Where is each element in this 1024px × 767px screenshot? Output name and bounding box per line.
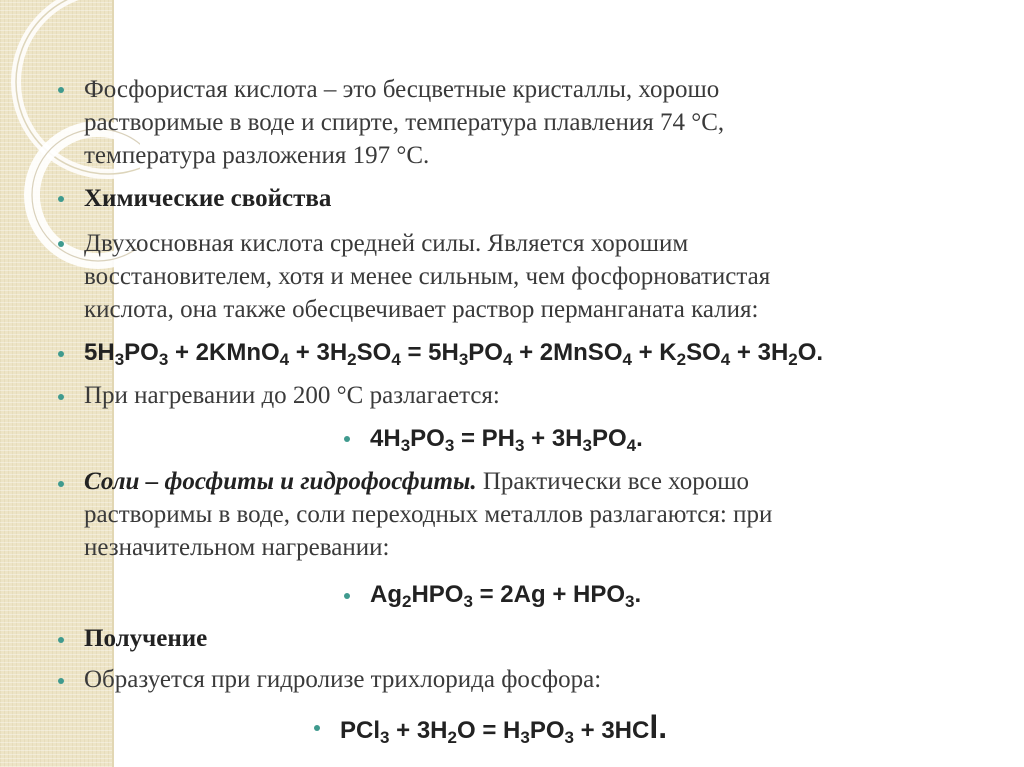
heating-text: При нагревании до 200 °С разлагается: [84,382,500,409]
bullet-icon [58,351,64,357]
bullet-icon [344,436,350,442]
salts-heading: Соли – фосфиты и гидрофосфиты. [84,468,477,495]
bullet-icon [344,593,350,599]
equation-decomposition: $4H_3PO_3 = PH_3 + 3H_3PO_4$. [370,425,643,455]
paragraph-2-line-2: восстановителем, хотя и менее сильным, чем фосфорноватистая [84,263,771,290]
paragraph-1-line-2: растворимые в воде и спирте, температура плавления 74 °С, [84,109,725,136]
bullet-icon [58,87,64,93]
paragraph-2-line-1: Двухосновная кислота средней силы. Является хорошим [84,230,689,257]
bullet-icon [58,196,64,202]
bullet-icon [58,678,64,684]
salts-line-1: Соли – фосфиты и гидрофосфиты. Практически все хорошо [84,468,749,495]
equation-silver-phosphite: $Ag_2HPO_3 = 2Ag + HPO_3$. [370,581,642,611]
heading-preparation: Получение [84,625,208,652]
equation-hydrolysis: $PCl_3 + 3H_2O = H_3PO_3 + 3HCl$. [340,709,668,747]
paragraph-1-line-1: Фосфористая кислота – это бесцветные кристаллы, хорошо [84,76,720,103]
paragraph-1-line-3: температура разложения 197 °С. [84,142,430,169]
preparation-text: Образуется при гидролизе трихлорида фосфора: [84,666,602,693]
bullet-icon [58,394,64,400]
bullet-icon [58,481,64,487]
salts-line-2: растворимы в воде, соли переходных металлов разлагаются: при [84,501,773,528]
paragraph-2-line-3: кислота, она также обесцвечивает раствор перманганата калия: [84,296,759,323]
bullet-icon [58,637,64,643]
equation-permanganate: $5H_3PO_3$ + 2KMnO$_4$ + $3H_2SO_4 = 5H_3PO_4$ + 2MnSO$_4$ + $K_2SO_4 + 3H_2O$. [84,339,824,369]
bullet-icon [58,241,64,247]
salts-line-3: незначительном нагревании: [84,534,390,561]
bullet-icon [314,725,320,731]
heading-chemical-properties: Химические свойства [84,185,332,212]
